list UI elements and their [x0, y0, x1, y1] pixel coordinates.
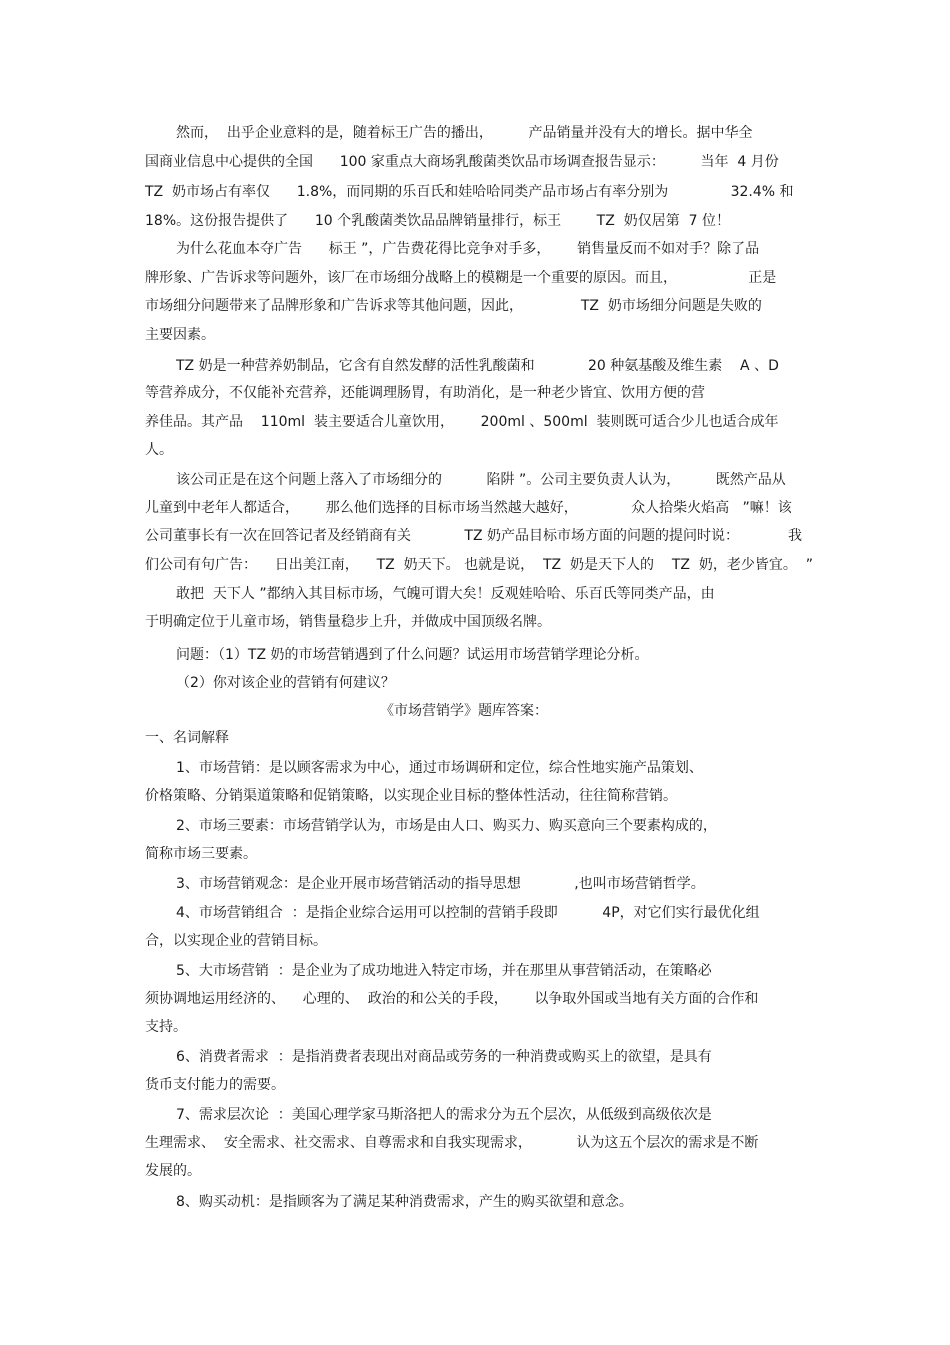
text-line: 1、市场营销：是以顾客需求为中心，通过市场调研和定位，综合性地实施产品策划、: [176, 760, 703, 776]
text-line: 5、大市场营销 ：是企业为了成功地进入特定市场，并在那里从事营销活动，在策略必: [176, 963, 712, 979]
text-line: 该公司正是在这个问题上落入了市场细分的 陷阱 ”。公司主要负责人认为， 既然产品从: [176, 472, 786, 488]
text-line: 市场细分问题带来了品牌形象和广告诉求等其他问题，因此， TZ 奶市场细分问题是失败的: [145, 298, 762, 314]
text-line: 养佳品。其产品 110ml 装主要适合儿童饮用， 200ml 、500ml 装则既可适合少儿也适合成年: [145, 414, 779, 430]
text-line: 为什么花血本夺广告 标王 ”，广告费花得比竞争对手多， 销售量反而不如对手？除了品: [176, 241, 760, 257]
text-line: 价格策略、分销渠道策略和促销策略，以实现企业目标的整体性活动，往往简称营销。: [145, 788, 677, 804]
text-line: 8、购买动机：是指顾客为了满足某种消费需求，产生的购买欲望和意念。: [176, 1194, 633, 1210]
text-line: TZ 奶市场占有率仅 1.8%，而同期的乐百氏和娃哈哈同类产品市场占有率分别为 32.4% 和: [145, 184, 794, 200]
text-line: 生理需求、 安全需求、社交需求、自尊需求和自我实现需求， 认为这五个层次的需求是不断: [145, 1135, 759, 1151]
text-line: 人。: [145, 442, 173, 458]
text-line: （2）你对该企业的营销有何建议？: [176, 675, 395, 691]
text-line: 问题：（1）TZ 奶的市场营销遇到了什么问题？试运用市场营销学理论分析。: [176, 647, 649, 663]
text-line: 18%。这份报告提供了 10 个乳酸菌类饮品品牌销量排行，标王 TZ 奶仅居第 7 位！: [145, 213, 730, 229]
text-line: 6、消费者需求 ：是指消费者表现出对商品或劳务的一种消费或购买上的欲望，是具有: [176, 1049, 712, 1065]
text-line: 支持。: [145, 1019, 187, 1035]
section-title: 《市场营销学》题库答案：: [380, 703, 548, 719]
text-line: 2、市场三要素：市场营销学认为，市场是由人口、购买力、购买意向三个要素构成的，: [176, 818, 717, 834]
text-line: 们公司有句广告： 日出美江南， TZ 奶天下。 也就是说， TZ 奶是天下人的 TZ 奶，老少皆宜。 ”: [145, 557, 814, 573]
text-line: 发展的。: [145, 1163, 201, 1179]
text-line: 于明确定位于儿童市场，销售量稳步上升，并做成中国顶级名牌。: [145, 614, 551, 630]
text-line: 货币支付能力的需要。: [145, 1077, 285, 1093]
text-line: 须协调地运用经济的、 心理的、 政治的和公关的手段， 以争取外国或当地有关方面的合作和: [145, 991, 759, 1007]
text-line: 儿童到中老年人都适合， 那么他们选择的目标市场当然越大越好， 众人拾柴火焰高 ”嘛！该: [145, 500, 792, 516]
text-line: 等营养成分，不仅能补充营养，还能调理肠胃，有助消化，是一种老少皆宜、饮用方便的营: [145, 385, 705, 401]
text-line: 国商业信息中心提供的全国 100 家重点大商场乳酸菌类饮品市场调查报告显示： 当年 4 月份: [145, 154, 779, 170]
text-line: 然而， 出乎企业意料的是，随着标王广告的播出， 产品销量并没有大的增长。据中华全: [176, 125, 753, 141]
text-line: 牌形象、广告诉求等问题外，该厂在市场细分战略上的模糊是一个重要的原因。而且， 正是: [145, 270, 777, 286]
text-line: 4、市场营销组合 ：是指企业综合运用可以控制的营销手段即 4P，对它们实行最优化组: [176, 905, 760, 921]
text-line: 敢把 天下人 ”都纳入其目标市场，气魄可谓大矣！反观娃哈哈、乐百氏等同类产品，由: [176, 586, 715, 602]
text-line: 公司董事长有一次在回答记者及经销商有关 TZ 奶产品目标市场方面的问题的提问时说： 我: [145, 528, 802, 544]
text-line: 主要因素。: [145, 327, 215, 343]
text-line: TZ 奶是一种营养奶制品，它含有自然发酵的活性乳酸菌和 20 种氨基酸及维生素 A 、D: [176, 358, 779, 374]
text-line: 3、市场营销观念：是企业开展市场营销活动的指导思想 ,也叫市场营销哲学。: [176, 876, 705, 892]
text-line: 7、需求层次论 ：美国心理学家马斯洛把人的需求分为五个层次，从低级到高级依次是: [176, 1107, 712, 1123]
section-heading: 一、名词解释: [145, 730, 229, 746]
text-line: 合，以实现企业的营销目标。: [145, 933, 327, 949]
text-line: 简称市场三要素。: [145, 846, 257, 862]
